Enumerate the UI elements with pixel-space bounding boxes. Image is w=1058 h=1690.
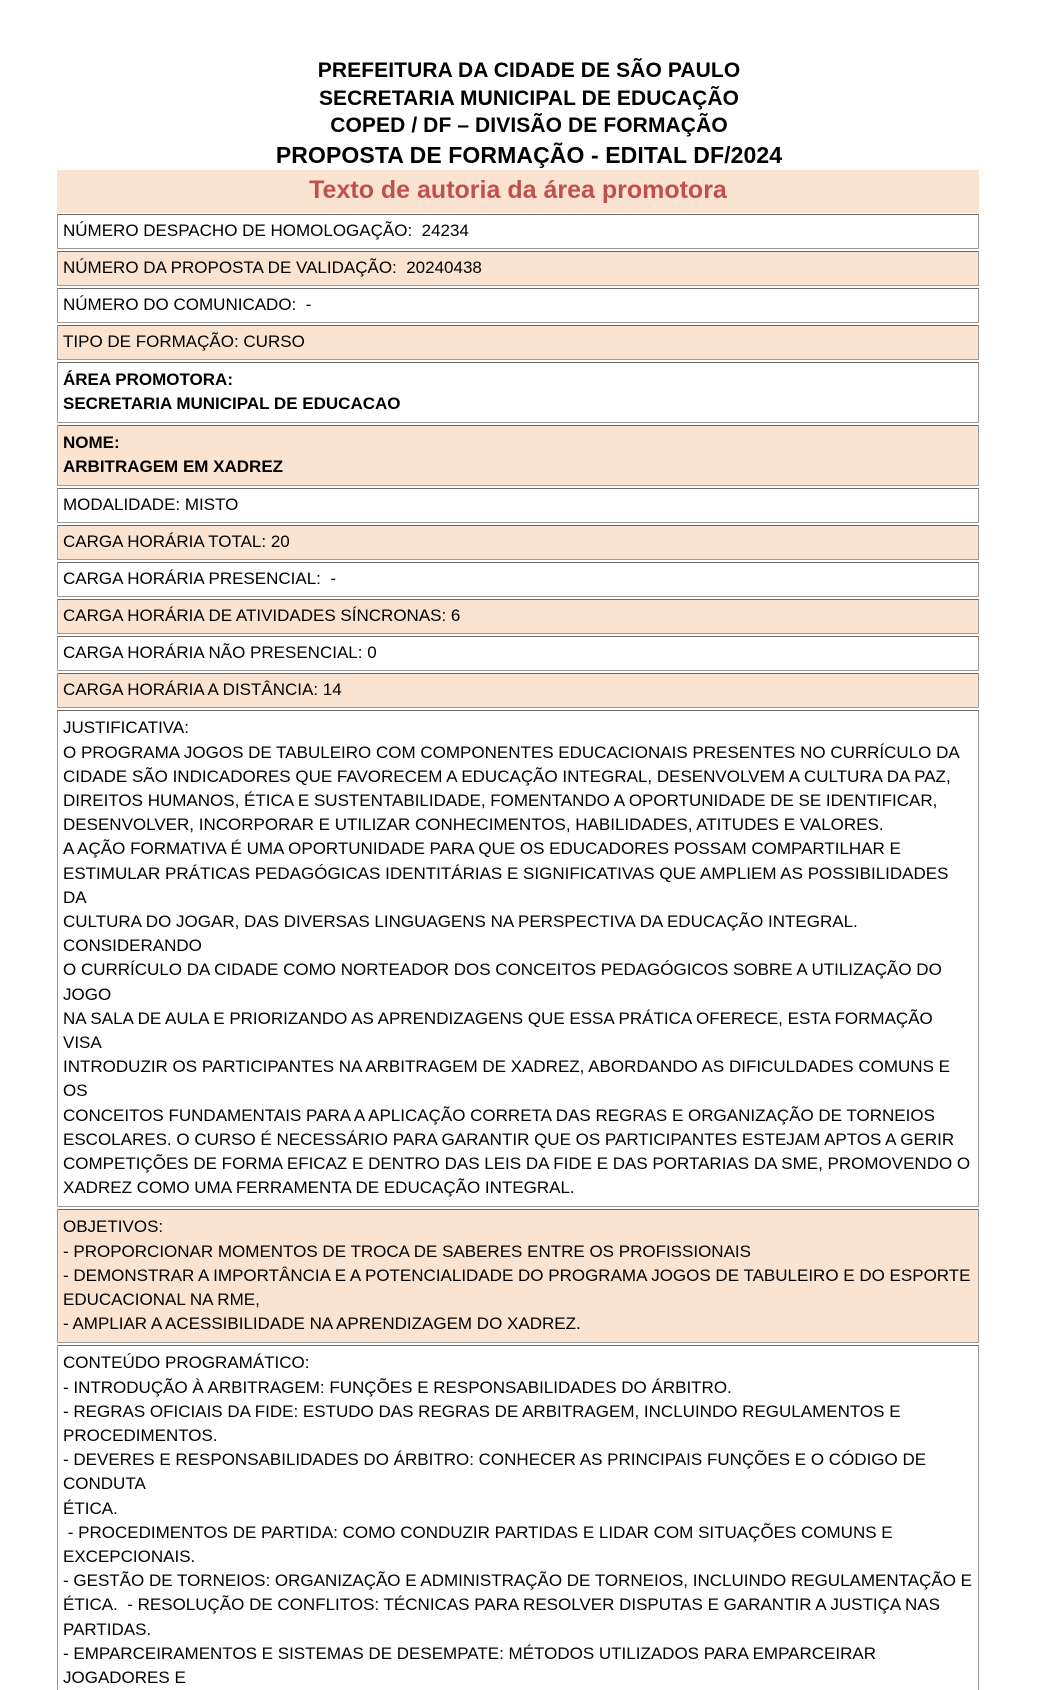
table-row-numero-despacho-homologacao xyxy=(57,214,979,249)
row-line: - DEMONSTRAR A IMPORTÂNCIA E A POTENCIALIDADE DO PROGRAMA JOGOS DE TABULEIRO E DO ESPORTE xyxy=(63,1264,974,1288)
table-row-area-promotora xyxy=(57,362,979,423)
header-line-proposta: PROPOSTA DE FORMAÇÃO - EDITAL DF/2024 xyxy=(0,140,1058,170)
row-line: CARGA HORÁRIA PRESENCIAL: - xyxy=(63,567,974,591)
row-line: CARGA HORÁRIA NÃO PRESENCIAL: 0 xyxy=(63,641,974,665)
table-row-numero-proposta-validacao xyxy=(57,251,979,286)
banner-label: Texto de autoria da área promotora xyxy=(309,176,727,204)
row-line: NA SALA DE AULA E PRIORIZANDO AS APRENDIZAGENS QUE ESSA PRÁTICA OFERECE, ESTA FORMAÇÃO VISA xyxy=(63,1007,974,1055)
row-line: NÚMERO DO COMUNICADO: - xyxy=(63,293,974,317)
header-line-secretaria: SECRETARIA MUNICIPAL DE EDUCAÇÃO xyxy=(0,85,1058,113)
table-row-carga-horaria-total xyxy=(57,525,979,560)
header-line-coped: COPED / DF – DIVISÃO DE FORMAÇÃO xyxy=(0,112,1058,140)
header-line-prefeitura: PREFEITURA DA CIDADE DE SÃO PAULO xyxy=(0,57,1058,85)
document-header xyxy=(0,0,1058,170)
row-line: - PROPORCIONAR MOMENTOS DE TROCA DE SABERES ENTRE OS PROFISSIONAIS xyxy=(63,1240,974,1264)
row-line: EDUCACIONAL NA RME, xyxy=(63,1288,974,1312)
row-line: A AÇÃO FORMATIVA É UMA OPORTUNIDADE PARA QUE OS EDUCADORES POSSAM COMPARTILHAR E xyxy=(63,837,974,861)
table-row-carga-horaria-a-distancia xyxy=(57,673,979,708)
banner-texto-autoria xyxy=(57,170,979,213)
table-row-objetivos xyxy=(57,1209,979,1343)
proposta-table xyxy=(57,170,979,1690)
row-line: CARGA HORÁRIA A DISTÂNCIA: 14 xyxy=(63,678,974,702)
row-line: - INTRODUÇÃO À ARBITRAGEM: FUNÇÕES E RESPONSABILIDADES DO ÁRBITRO. xyxy=(63,1376,974,1400)
row-line: NOME: xyxy=(63,431,974,455)
row-line: ÉTICA. - RESOLUÇÃO DE CONFLITOS: TÉCNICAS PARA RESOLVER DISPUTAS E GARANTIR A JUSTIÇA NAS xyxy=(63,1593,974,1617)
row-line: ÁREA PROMOTORA: xyxy=(63,368,974,392)
row-line: O CURRÍCULO DA CIDADE COMO NORTEADOR DOS CONCEITOS PEDAGÓGICOS SOBRE A UTILIZAÇÃO DO JOGO xyxy=(63,958,974,1006)
row-line: DIREITOS HUMANOS, ÉTICA E SUSTENTABILIDADE, FOMENTANDO A OPORTUNIDADE DE SE IDENTIFICAR, xyxy=(63,789,974,813)
row-line: OBJETIVOS: xyxy=(63,1215,974,1239)
row-line: CULTURA DO JOGAR, DAS DIVERSAS LINGUAGENS NA PERSPECTIVA DA EDUCAÇÃO INTEGRAL. CONSIDERANDO xyxy=(63,910,974,958)
row-line: CARGA HORÁRIA TOTAL: 20 xyxy=(63,530,974,554)
row-line: TIPO DE FORMAÇÃO: CURSO xyxy=(63,330,974,354)
table-row-numero-comunicado xyxy=(57,288,979,323)
row-line: NÚMERO DA PROPOSTA DE VALIDAÇÃO: 20240438 xyxy=(63,256,974,280)
row-line: CIDADE SÃO INDICADORES QUE FAVORECEM A EDUCAÇÃO INTEGRAL, DESENVOLVEM A CULTURA DA PAZ, xyxy=(63,765,974,789)
row-line: - AMPLIAR A ACESSIBILIDADE NA APRENDIZAGEM DO XADREZ. xyxy=(63,1312,974,1336)
row-line: ÉTICA. xyxy=(63,1497,974,1521)
row-line: NÚMERO DESPACHO DE HOMOLOGAÇÃO: 24234 xyxy=(63,219,974,243)
table-row-modalidade xyxy=(57,488,979,523)
table-row-tipo-de-formacao xyxy=(57,325,979,360)
row-line: - DEVERES E RESPONSABILIDADES DO ÁRBITRO: CONHECER AS PRINCIPAIS FUNÇÕES E O CÓDIGO DE CONDUTA xyxy=(63,1448,974,1496)
row-line: ESTIMULAR PRÁTICAS PEDAGÓGICAS IDENTITÁRIAS E SIGNIFICATIVAS QUE AMPLIEM AS POSSIBILIDADES DA xyxy=(63,862,974,910)
row-line: XADREZ COMO UMA FERRAMENTA DE EDUCAÇÃO INTEGRAL. xyxy=(63,1176,974,1200)
row-line: JUSTIFICATIVA: xyxy=(63,716,974,740)
row-line: O PROGRAMA JOGOS DE TABULEIRO COM COMPONENTES EDUCACIONAIS PRESENTES NO CURRÍCULO DA xyxy=(63,741,974,765)
row-line: - REGRAS OFICIAIS DA FIDE: ESTUDO DAS REGRAS DE ARBITRAGEM, INCLUINDO REGULAMENTOS E xyxy=(63,1400,974,1424)
row-line: MODALIDADE: MISTO xyxy=(63,493,974,517)
row-line: COMPETIÇÕES DE FORMA EFICAZ E DENTRO DAS LEIS DA FIDE E DAS PORTARIAS DA SME, PROMOVENDO O xyxy=(63,1152,974,1176)
row-line: INTRODUZIR OS PARTICIPANTES NA ARBITRAGEM DE XADREZ, ABORDANDO AS DIFICULDADES COMUNS E OS xyxy=(63,1055,974,1103)
row-line: - GESTÃO DE TORNEIOS: ORGANIZAÇÃO E ADMINISTRAÇÃO DE TORNEIOS, INCLUINDO REGULAMENTAÇÃO E xyxy=(63,1569,974,1593)
table-row-carga-horaria-presencial xyxy=(57,562,979,597)
row-line: DESENVOLVER, INCORPORAR E UTILIZAR CONHECIMENTOS, HABILIDADES, ATITUDES E VALORES. xyxy=(63,813,974,837)
row-line: CARGA HORÁRIA DE ATIVIDADES SÍNCRONAS: 6 xyxy=(63,604,974,628)
table-rows-container xyxy=(57,214,979,1690)
row-line: EXCEPCIONAIS. xyxy=(63,1545,974,1569)
table-row-carga-horaria-nao-presencial xyxy=(57,636,979,671)
row-line: CONCEITOS FUNDAMENTAIS PARA A APLICAÇÃO CORRETA DAS REGRAS E ORGANIZAÇÃO DE TORNEIOS xyxy=(63,1104,974,1128)
row-line: SECRETARIA MUNICIPAL DE EDUCACAO xyxy=(63,392,974,416)
table-row-nome-da-formacao xyxy=(57,425,979,486)
table-row-conteudo-programatico xyxy=(57,1345,979,1690)
table-row-justificativa xyxy=(57,710,979,1207)
row-line: PROCEDIMENTOS. xyxy=(63,1424,974,1448)
row-line: ARBITRAGEM EM XADREZ xyxy=(63,455,974,479)
row-line: - PROCEDIMENTOS DE PARTIDA: COMO CONDUZIR PARTIDAS E LIDAR COM SITUAÇÕES COMUNS E xyxy=(63,1521,974,1545)
row-line: ESCOLARES. O CURSO É NECESSÁRIO PARA GARANTIR QUE OS PARTICIPANTES ESTEJAM APTOS A GERIR xyxy=(63,1128,974,1152)
row-line: PARTIDAS. xyxy=(63,1618,974,1642)
row-line: - EMPARCEIRAMENTOS E SISTEMAS DE DESEMPATE: MÉTODOS UTILIZADOS PARA EMPARCEIRAR JOGADORES E xyxy=(63,1642,974,1690)
table-row-carga-horaria-atividades-sincronas xyxy=(57,599,979,634)
row-line: CONTEÚDO PROGRAMÁTICO: xyxy=(63,1351,974,1375)
